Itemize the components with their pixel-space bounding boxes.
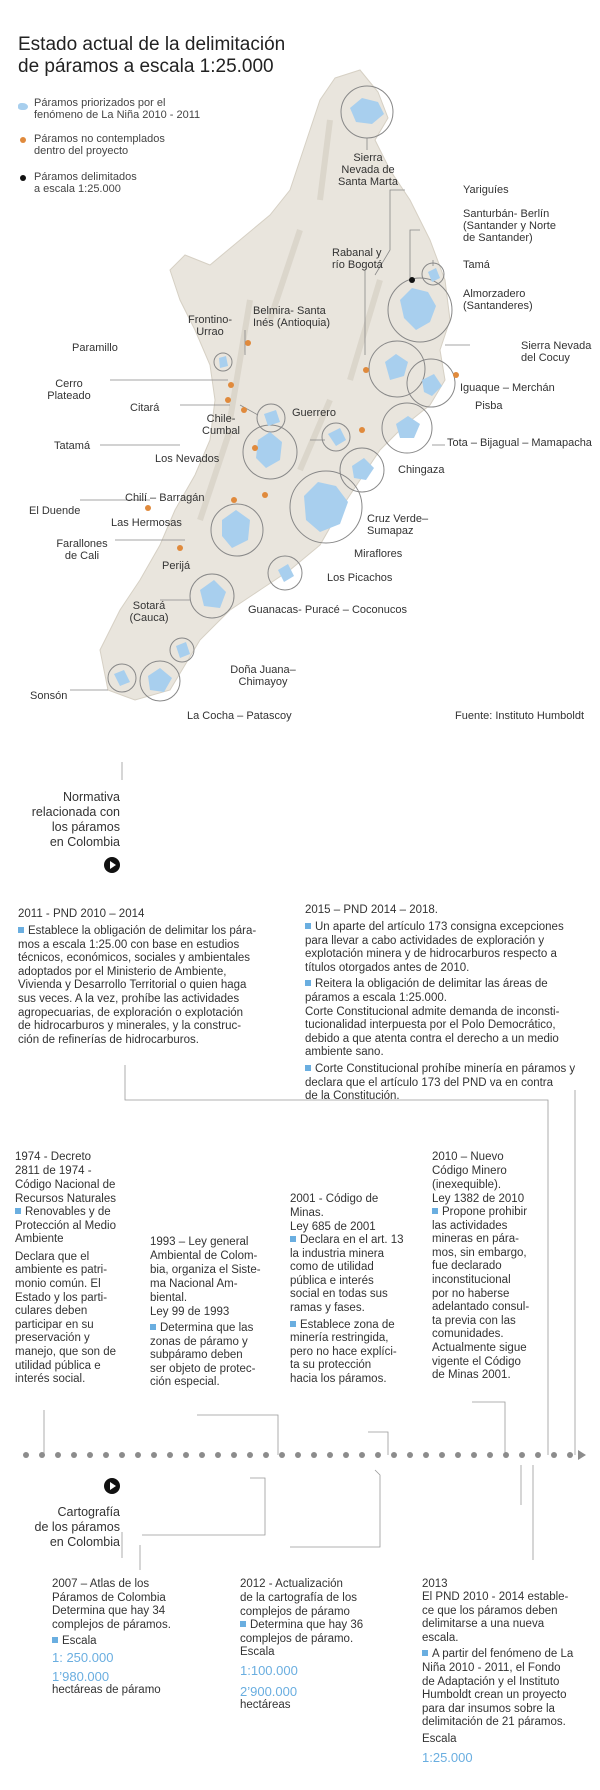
label-la-cocha: La Cocha – Patascoy — [187, 710, 292, 722]
label-sonson: Sonsón — [30, 690, 68, 702]
norma-1974: 1974 - Decreto 2811 de 1974 - Código Nacional de Recursos Naturales Renovables y de Protección al Medio Ambiente Declara que el ambiente es patri- monio común. El Estado y los parti- culares deben participar en su preservación y manejo, que son de utilidad pública e interés social. — [15, 1151, 117, 1386]
label-paramillo: Paramillo — [72, 342, 118, 354]
label-el-duende: El Duende — [29, 505, 81, 517]
label-chingaza: Chingaza — [398, 464, 445, 476]
norma-2001: 2001 - Código de Minas. Ley 685 de 2001 Declara en el art. 13 la industria minera como de utilidad pública e interés social en todas sus ramas y fases. Establece zona de minería restringida, pero no hace explíci- ta su protección hacia los páramos. — [290, 1193, 404, 1385]
carto-2012: 2012 - Actualización de la cartografía de los complejos de páramo Determina que hay 36 complejos de páramo. Escala 1:100.000 2’900.000 hectáreas — [240, 1578, 364, 1711]
label-los-nevados: Los Nevados — [155, 453, 220, 465]
cartografia-play-icon[interactable] — [104, 1478, 120, 1494]
normativa-play-icon[interactable] — [104, 857, 120, 873]
label-miraflores: Miraflores — [354, 548, 403, 560]
carto-2013: 2013 El PND 2010 - 2014 estable- ce que los páramos deben delimitarse a una nueva escala. A partir del fenómeno de La Niña 2010 - 2011, el Fondo de Adaptación y el Instituto Humboldt crean un proyecto para dar insumos sobre la delimitación de 21 páramos. Escala 1:25.000 — [422, 1578, 574, 1765]
bullet-icon — [290, 1236, 296, 1242]
label-perija: Perijá — [162, 560, 191, 572]
orange-dot-duende — [262, 492, 268, 498]
map-graphic — [0, 0, 600, 740]
bullet-icon — [52, 1637, 58, 1643]
label-santurban: Santurbán- Berlín (Santander y Norte de Santander) — [463, 208, 556, 244]
label-guerrero: Guerrero — [292, 407, 337, 419]
orange-dot-farallones — [177, 545, 183, 551]
label-los-picachos: Los Picachos — [327, 572, 393, 584]
label-chili-barragan: Chilí – Barragán — [125, 492, 205, 504]
bullet-icon — [305, 980, 311, 986]
label-sierra-nevada-sm: Sierra Nevada de Santa Marta — [338, 152, 398, 188]
norma-2010: 2010 – Nuevo Código Minero (inexequible). Ley 1382 de 2010 Propone prohibir las actividades mineras en pára- mos, sin embargo, fue declarado inconstitucional por no haberse adelantado consul- ta previa con las comunidades. Actualmente sigue vigente el Código de Minas 2001. — [432, 1151, 530, 1382]
norma-2011: 2011 - PND 2010 – 2014 Establece la obligación de delimitar los pára- mos a escala 1:25.00 con base en estudios técnicos, económicos, sociales y ambientales adoptados por el Ministerio de Ambiente, Vivienda y Desarrollo Territorial o quien haga sus veces. A la vez, prohíbe las actividades agropecuarias, de exploración o explotación de hidrocarburos y minerales, y la construc- ción de refinerías de hidrocarburos. — [18, 908, 257, 1046]
legend-item-priorizados: Páramos priorizados por el fenómeno de La Niña 2010 - 2011 — [34, 97, 201, 121]
orange-dot-rabanal — [363, 367, 369, 373]
orange-dot-iguaque — [453, 372, 459, 378]
label-guanacas: Guanacas- Puracé – Coconucos — [248, 604, 407, 616]
label-almorzadero: Almorzadero (Santanderes) — [463, 288, 533, 312]
label-tatama: Tatamá — [54, 440, 91, 452]
label-cocuy: Sierra Nevada del Cocuy — [521, 340, 592, 364]
bullet-icon — [150, 1324, 156, 1330]
label-sotara: Sotará (Cauca) — [129, 600, 169, 624]
normativa-title: Normativa relacionada con los páramos en Colombia — [31, 790, 120, 849]
label-tama: Tamá — [463, 259, 490, 271]
norma-2015: 2015 – PND 2014 – 2018. Un aparte del artículo 173 consigna excepciones para llevar a cabo actividades de exploración y explotación minera y de hidrocarburos respecto a títulos otorgados antes de 2010. Reitera la obligación de delimitar las áreas de páramos a escala 1:25.000. Corte Constitucional admite demanda de inconsti- tucionalidad interpuesta por el Polo Democrático, debido a que atenta contra el derecho a un medio ambiente sano. Corte Constitucional prohíbe minería en páramos y declara que el artículo 173 del PND va en contra de la Constitución. — [305, 904, 576, 1103]
cartografia-title: Cartografía de los páramos en Colombia — [34, 1505, 120, 1549]
orange-dot-cerro — [225, 397, 231, 403]
legend-item-delimitados: Páramos delimitados a escala 1:25.000 — [34, 171, 137, 195]
label-citara: Citará — [130, 402, 160, 414]
label-farallones: Farallones de Cali — [56, 538, 108, 562]
orange-dot-miraflores — [359, 427, 365, 433]
bullet-icon — [305, 1065, 311, 1071]
timeline-dots — [23, 1452, 573, 1458]
bullet-icon — [15, 1208, 21, 1214]
norma-1993: 1993 – Ley general Ambiental de Colom- bia, organiza el Siste- ma Nacional Am- biental. Ley 99 de 1993 Determina que las zonas de páramo y subpáramo deben ser objeto de protec- ción especial. — [150, 1236, 261, 1389]
label-yariguies: Yariguíes — [463, 184, 509, 196]
label-tota: Tota – Bijagual – Mamapacha — [447, 437, 592, 449]
label-dona-juana: Doña Juana– Chimayoy — [230, 664, 296, 688]
bullet-icon — [240, 1621, 246, 1627]
bullet-icon — [290, 1321, 296, 1327]
label-cruz-verde: Cruz Verde– Sumapaz — [367, 513, 429, 537]
map-title: Estado actual de la delimitación de páramos a escala 1:25.000 — [18, 34, 286, 77]
orange-dot-paramillo — [228, 382, 234, 388]
label-cerro-plateado: Cerro Plateado — [47, 378, 91, 402]
orange-dot-hermosas — [145, 505, 151, 511]
legend-item-no-contemplados: Páramos no contemplados dentro del proyecto — [34, 133, 165, 157]
carto-2007: 2007 – Atlas de los Páramos de Colombia Determina que hay 34 complejos de páramos. Escala 1: 250.000 1’980.000 hectáreas de páramo — [52, 1578, 171, 1696]
label-las-hermosas: Las Hermosas — [111, 517, 182, 529]
bullet-icon — [422, 1650, 428, 1656]
label-frontino: Frontino- Urrao — [187, 314, 233, 338]
bullet-icon — [432, 1208, 438, 1214]
label-iguaque: Iguaque – Merchán — [460, 382, 555, 394]
bullet-icon — [305, 923, 311, 929]
black-dot-santurban — [409, 277, 415, 283]
label-chile-cumbal: Chile- Cumbal — [202, 413, 240, 437]
label-belmira: Belmira- Santa Inés (Antioquia) — [253, 305, 331, 329]
orange-dot-chili — [231, 497, 237, 503]
orange-dot-belmira — [245, 340, 251, 346]
label-rabanal: Rabanal y río Bogotá — [332, 247, 383, 271]
label-pisba: Pisba — [475, 400, 503, 412]
bullet-icon — [18, 927, 24, 933]
map-source: Fuente: Instituto Humboldt — [455, 710, 585, 722]
orange-dot-tatama — [252, 445, 258, 451]
